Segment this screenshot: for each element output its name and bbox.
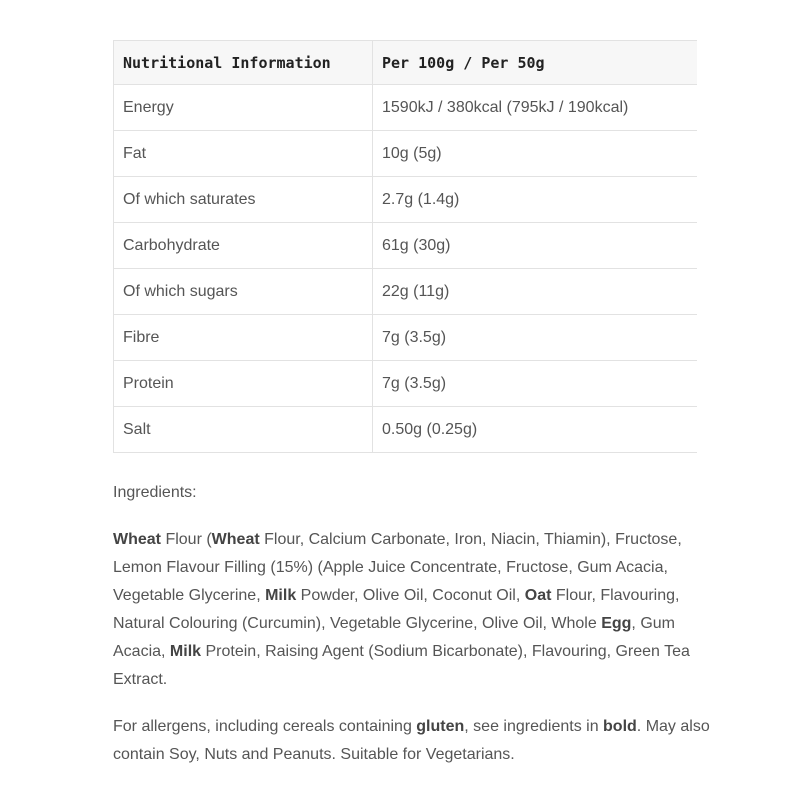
text-segment: Protein, Raising Agent (Sodium Bicarbonate), Flavouring, Green Tea Extract.: [113, 643, 690, 688]
nutrient-value: 0.50g (0.25g): [382, 420, 478, 438]
table-row: [114, 85, 698, 131]
text-segment: For allergens, including cereals containing: [113, 718, 417, 735]
table-header-row: [114, 41, 698, 85]
nutrient-name: Protein: [114, 361, 373, 407]
table-row: [114, 269, 698, 315]
allergen-highlight: Oat: [524, 587, 552, 604]
table-row: [114, 223, 698, 269]
text-segment: , see ingredients in: [464, 718, 604, 735]
text-segment: Powder, Olive Oil, Coconut Oil,: [296, 587, 525, 604]
text-segment: . May also contain Soy, Nuts and Peanuts. Suitable for Vegetarians.: [113, 718, 710, 763]
table-row: [114, 131, 698, 177]
table-row: [114, 177, 698, 223]
text-segment: , Gum Acacia,: [113, 615, 675, 660]
nutrient-value: 10g (5g): [373, 131, 698, 177]
nutrient-value: 7g (3.5g): [373, 361, 698, 407]
nutrition-rows: [114, 85, 698, 453]
allergen-highlight: Milk: [265, 587, 297, 604]
nutrient-name: Of which sugars: [114, 269, 373, 315]
nutrient-name: Carbohydrate: [114, 223, 373, 269]
nutrient-value: 61g (30g): [373, 223, 698, 269]
nutrient-name: Salt: [114, 407, 373, 453]
table-row: [114, 361, 698, 407]
nutrient-value: 7g (3.5g): [373, 315, 698, 361]
table-row: [114, 407, 698, 453]
nutrient-value: 2.7g (1.4g): [373, 177, 698, 223]
header-nutritional-information: Nutritional Information: [114, 41, 373, 85]
ingredients-heading: Ingredients:: [113, 484, 197, 501]
allergen-highlight: Wheat: [113, 531, 161, 548]
nutrient-value: 22g (11g): [373, 269, 698, 315]
text-segment: Flour (: [161, 531, 212, 548]
allergen-text: [113, 713, 713, 769]
nutrient-name: Fat: [114, 131, 373, 177]
nutrient-value: 1590kJ / 380kcal (795kJ / 190kcal): [373, 85, 698, 131]
nutrient-name: Of which saturates: [114, 177, 373, 223]
allergen-highlight: gluten: [416, 718, 465, 735]
ingredients-text: [113, 526, 713, 694]
nutrition-table: [113, 40, 697, 453]
allergen-highlight: bold: [603, 718, 637, 735]
text-segment: Flour, Flavouring, Natural Colouring (Curcumin), Vegetable Glycerine, Olive Oil, Whole: [113, 587, 680, 632]
table-row: [114, 315, 698, 361]
nutrient-name: Fibre: [114, 315, 373, 361]
allergen-highlight: Wheat: [211, 531, 260, 548]
allergen-highlight: Egg: [601, 615, 632, 632]
allergen-highlight: Milk: [169, 643, 202, 660]
header-per-serving: Per 100g / Per 50g: [373, 41, 698, 85]
text-segment: Flour, Calcium Carbonate, Iron, Niacin, Thiamin), Fructose, Lemon Flavour Filling (15%) (Apple Juice Concentrate, Fructose, Gum Acacia, Vegetable Glycerine,: [113, 531, 682, 604]
nutrient-name: Energy: [114, 85, 373, 131]
